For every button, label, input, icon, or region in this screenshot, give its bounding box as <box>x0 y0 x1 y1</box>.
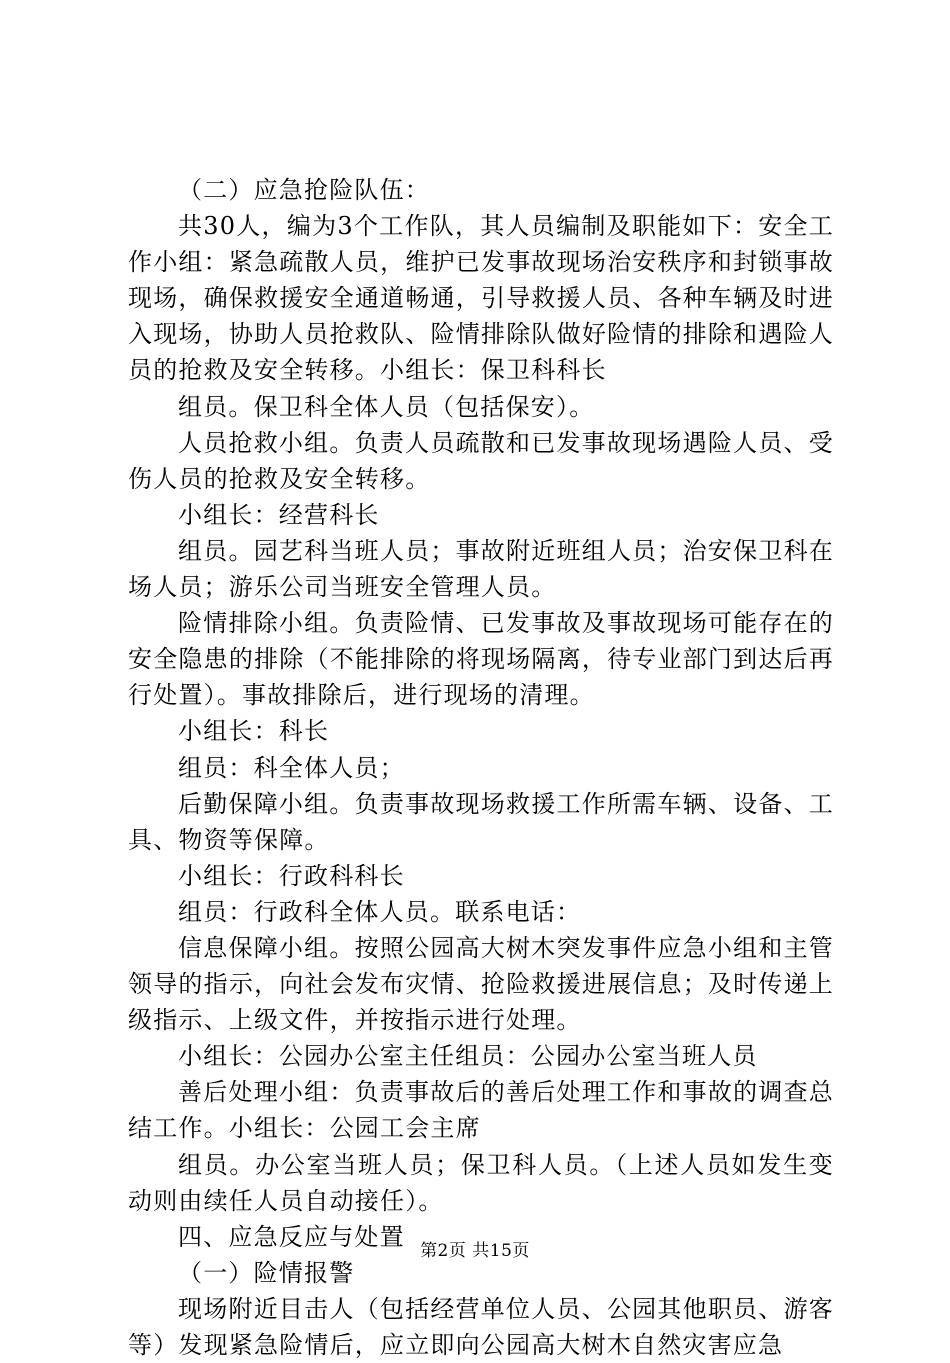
paragraph-hazard-leader: 小组长：科长 <box>178 717 330 746</box>
page-number-footer: 第2页 共15页 <box>420 1241 530 1261</box>
paragraph-hazard-members: 组员：科全体人员； <box>178 753 405 782</box>
paragraph-logistics-team: 后勤保障小组。负责事故现场救援工作所需车辆、设备、工具、物资等保障。 <box>128 789 834 854</box>
document-body <box>128 172 834 1363</box>
paragraph-rescue-members: 组员。园艺科当班人员；事故附近班组人员；治安保卫科在场人员；游乐公司当班安全管理人员。 <box>128 536 834 602</box>
paragraph-chapter-heading: 四、应急反应与处置 <box>178 1222 405 1251</box>
paragraph-alarm-procedure: 现场附近目击人（包括经营单位人员、公园其他职员、游客等）发现紧急险情后，应立即向公园高大树木自然灾害应急 <box>128 1294 834 1359</box>
paragraph-rescue-leader: 小组长：经营科长 <box>178 500 380 529</box>
paragraph-logistics-members: 组员：行政科全体人员。联系电话： <box>178 897 582 926</box>
paragraph-section-heading: （二）应急抢险队伍： <box>178 176 430 204</box>
paragraph-logistics-leader: 小组长：行政科科长 <box>178 861 405 890</box>
paragraph-aftermath-team: 善后处理小组：负责事故后的善后处理工作和事故的调查总结工作。小组长：公园工会主席 <box>128 1078 834 1143</box>
paragraph-info-leader: 小组长：公园办公室主任组员：公园办公室当班人员 <box>178 1042 758 1071</box>
paragraph-info-team: 信息保障小组。按照公园高大树木突发事件应急小组和主管领导的指示，向社会发布灾情、抢险救援进展信息；及时传递上级指示、上级文件，并按指示进行处理。 <box>128 933 834 1035</box>
paragraph-team-overview: 共30人，编为3个工作队，其人员编制及职能如下：安全工作小组：紧急疏散人员，维护已发事故现场治安秩序和封锁事故现场，确保救援安全通道畅通，引导救援人员、各种车辆及时进入现场，协助人员抢救队、险情排除队做好险情的排除和遇险人员的抢救及安全转移。小组长：保卫科科长 <box>128 212 834 385</box>
paragraph-security-members: 组员。保卫科全体人员（包括保安）。 <box>178 392 595 421</box>
paragraph-aftermath-members: 组员。办公室当班人员；保卫科人员。（上述人员如发生变动则由续任人员自动接任）。 <box>128 1150 834 1215</box>
paragraph-hazard-team: 险情排除小组。负责险情、已发事故及事故现场可能存在的安全隐患的排除（不能排除的将现场隔离，待专业部门到达后再行处置）。事故排除后，进行现场的清理。 <box>128 609 834 710</box>
paragraph-rescue-team: 人员抢救小组。负责人员疏散和已发事故现场遇险人员、受伤人员的抢救及安全转移。 <box>128 428 834 493</box>
paragraph-subsection-heading: （一）险情报警 <box>178 1258 355 1287</box>
